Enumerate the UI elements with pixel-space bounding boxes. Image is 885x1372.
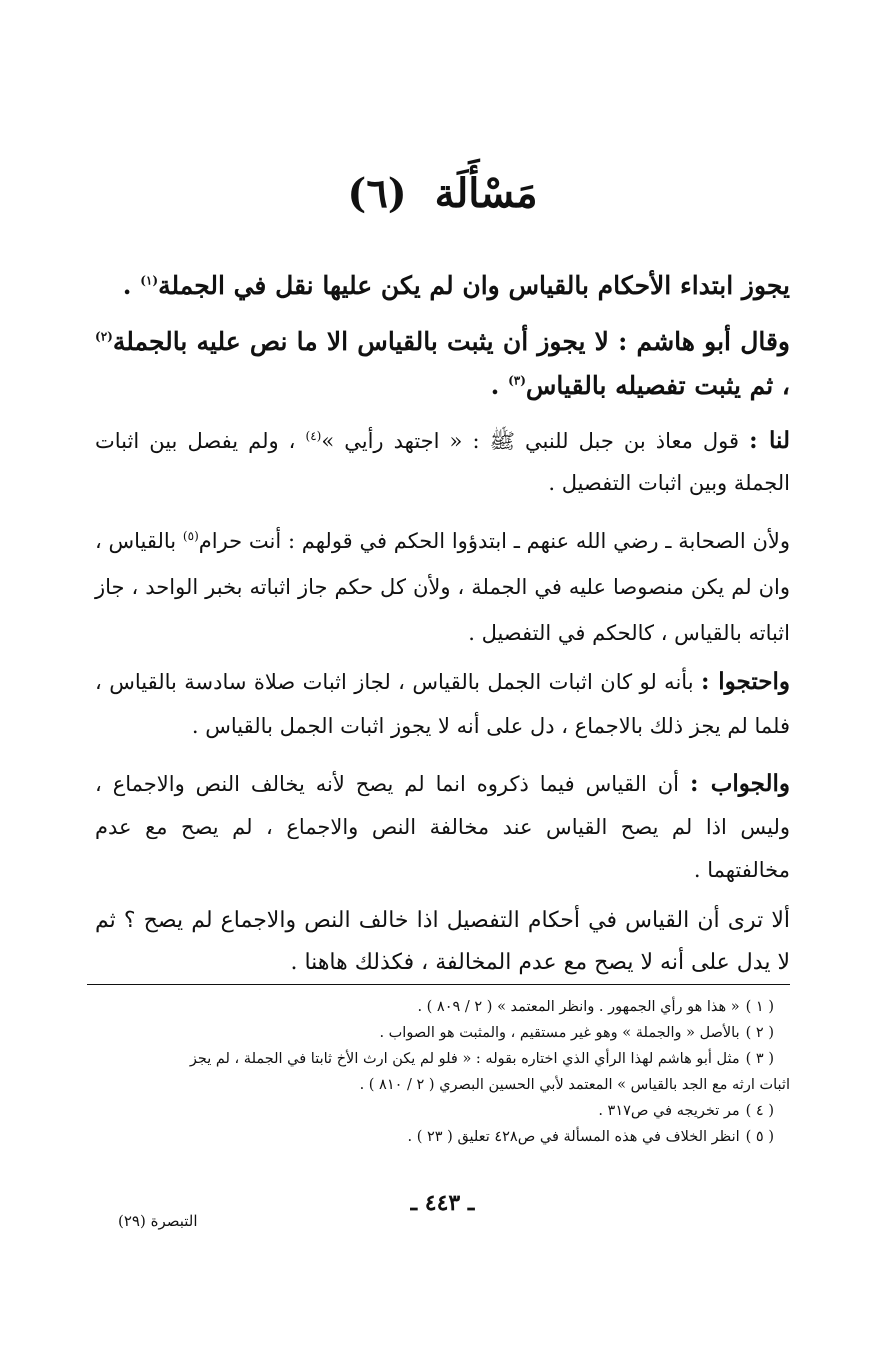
- footnote-text: « هذا هو رأي الجمهور . وانظر المعتمد » ( ٢ / ٨٠٩ ) .: [417, 999, 740, 1015]
- paragraph-companions: [95, 518, 790, 656]
- footnote-number: ( ١ ): [745, 999, 774, 1015]
- companions-text-1: ولأن الصحابة ـ رضي الله عنهم ـ ابتدؤوا الحكم في قولهم : أنت حرام: [198, 529, 790, 553]
- footnote-1: [85, 994, 790, 1020]
- footnote-divider: [87, 984, 790, 985]
- conclusion-text: ألا ترى أن القياس في أحكام التفصيل اذا خالف النص والاجماع لم يصح ؟ ثم لا يدل على أنه لا يصح مع عدم المخالفة ، فكذلك هاهنا .: [95, 908, 790, 975]
- footnote-3: [85, 1046, 790, 1072]
- book-signature: التبصرة (٢٩): [118, 1212, 198, 1230]
- footnote-number: ( ٣ ): [745, 1051, 774, 1067]
- page-number: ـ ٤٤٣ ـ: [410, 1190, 475, 1216]
- footnote-number: ( ٥ ): [745, 1129, 774, 1145]
- abu-hashim-text-1: وقال أبو هاشم : لا يجوز أن يثبت بالقياس الا ما نص عليه بالجملة: [112, 327, 790, 356]
- abu-hashim-end: .: [490, 371, 500, 400]
- evidence-text-2: ، ولم يفصل بين اثبات الجملة وبين اثبات التفصيل .: [95, 429, 790, 495]
- footnote-ref-2[interactable]: (٢): [95, 329, 113, 344]
- footnote-text: مر تخريجه في ص٣١٧ .: [598, 1103, 740, 1119]
- paragraph-conclusion: [95, 900, 790, 984]
- footnote-2: [85, 1020, 790, 1046]
- footnotes: [85, 994, 790, 1150]
- companions-text-2: بالقياس ، وان لم يكن منصوصا عليه في الجملة ، ولأن كل حكم جاز اثباته بخبر الواحد ، جاز اثباته بالقياس ، كالحكم في التفصيل .: [95, 529, 790, 645]
- footnote-text: انظر الخلاف في هذه المسألة في ص٤٢٨ تعليق ( ٢٣ ) .: [407, 1129, 740, 1145]
- footnote-ref-5[interactable]: (٥): [182, 529, 199, 543]
- heading-number: (٦): [347, 170, 407, 217]
- thesis-end: .: [122, 271, 132, 300]
- evidence-lead: لنا :: [749, 427, 790, 454]
- evidence-text-1: قول معاذ بن جبل للنبي ﷺ : « اجتهد رأيي »: [321, 429, 740, 453]
- paragraph-answer: [95, 762, 790, 892]
- footnote-text: بالأصل « والجملة » وهو غير مستقيم ، والمثبت هو الصواب .: [379, 1025, 740, 1041]
- abu-hashim-text-2: ، ثم يثبت تفصيله بالقياس: [525, 371, 790, 400]
- heading-title: مَسْأَلَة: [434, 170, 538, 217]
- objection-lead: واحتجوا :: [700, 668, 790, 695]
- footnote-number: ( ٢ ): [745, 1025, 774, 1041]
- footnote-ref-1[interactable]: (١): [140, 273, 159, 288]
- footnote-text: مثل أبو هاشم لهذا الرأي الذي اختاره بقوله : « فلو لم يكن ارث الأخ ثابتا في الجملة ، لم يجز: [189, 1051, 740, 1067]
- footnote-3-continuation: اثبات ارثه مع الجد بالقياس » المعتمد لأبي الحسين البصري ( ٢ / ٨١٠ ) .: [359, 1077, 790, 1093]
- footnote-number: ( ٤ ): [745, 1103, 774, 1119]
- objection-text: بأنه لو كان اثبات الجمل بالقياس ، لجاز اثبات صلاة سادسة بالقياس ، فلما لم يجز ذلك بالاجماع ، دل على أنه لا يجوز اثبات الجمل بالقياس .: [95, 670, 790, 738]
- answer-text: أن القياس فيما ذكروه انما لم يصح لأنه يخالف النص والاجماع ، وليس اذا لم يصح القياس عند مخالفة النص والاجماع ، لم يصح مع عدم مخالفتهما .: [95, 772, 790, 882]
- footnote-ref-4[interactable]: (٤): [305, 429, 322, 443]
- issue-heading: [0, 170, 885, 217]
- thesis-text: يجوز ابتداء الأحكام بالقياس وان لم يكن عليها نقل في الجملة: [158, 271, 790, 300]
- footnote-4: [85, 1098, 790, 1124]
- paragraph-abu-hashim: [95, 320, 790, 408]
- paragraph-objection: [95, 660, 790, 748]
- answer-lead: والجواب :: [689, 770, 790, 797]
- footnote-ref-3[interactable]: (٣): [508, 373, 526, 388]
- paragraph-evidence: [95, 420, 790, 504]
- footnote-5: [85, 1124, 790, 1150]
- paragraph-thesis: [95, 266, 790, 306]
